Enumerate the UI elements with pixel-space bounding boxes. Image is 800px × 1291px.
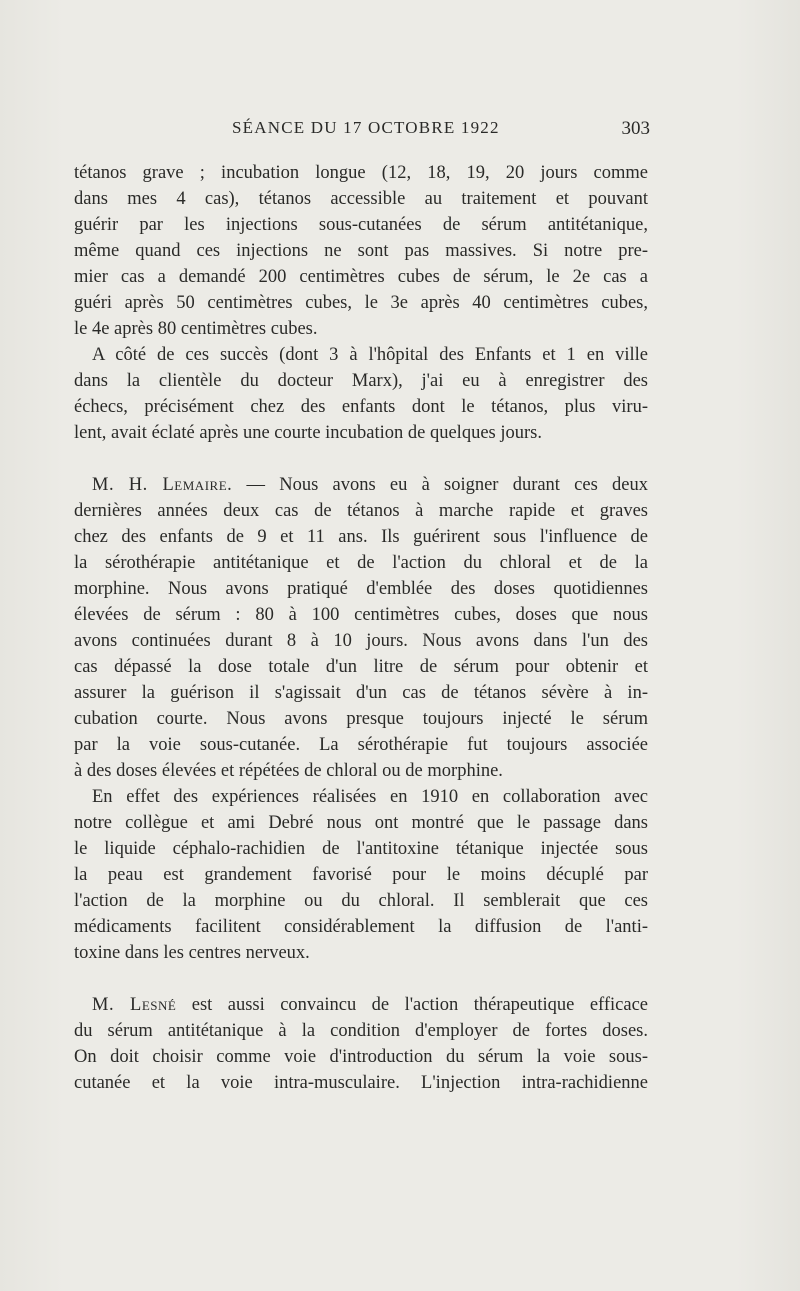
text-line: cutanée et la voie intra-musculaire. L'injection intra-rachidienne — [74, 1073, 648, 1093]
text-line: la sérothérapie antitétanique et de l'action du chloral et de la — [74, 553, 648, 573]
text-line: le 4e après 80 centimètres cubes. — [74, 319, 318, 339]
paragraph-gap — [74, 966, 648, 992]
paragraph — [74, 342, 648, 446]
text-line: chez des enfants de 9 et 11 ans. Ils guérirent sous l'influence de — [74, 527, 648, 547]
text-line: guéri après 50 centimètres cubes, le 3e après 40 centimètres cubes, — [74, 293, 648, 313]
page-number: 303 — [621, 118, 650, 139]
text-line: morphine. Nous avons pratiqué d'emblée des doses quotidiennes — [74, 579, 648, 599]
paragraph — [74, 472, 648, 784]
text-line: tétanos grave ; incubation longue (12, 18, 19, 20 jours comme — [74, 163, 648, 183]
running-head: SÉANCE DU 17 OCTOBRE 1922 — [232, 118, 500, 137]
text-line: mier cas a demandé 200 centimètres cubes de sérum, le 2e cas a — [74, 267, 648, 287]
text-line: le liquide céphalo-rachidien de l'antitoxine tétanique injectée sous — [74, 839, 648, 859]
text-line: toxine dans les centres nerveux. — [74, 943, 310, 963]
text-line: même quand ces injections ne sont pas massives. Si notre pre- — [74, 241, 648, 261]
text-run: — Nous avons eu à soigner durant ces deux — [232, 475, 648, 495]
text-line: guérir par les injections sous-cutanées de sérum antitétanique, — [74, 215, 648, 235]
text-line — [74, 992, 648, 1018]
speaker-name: M. H. Lemaire. — [92, 475, 233, 495]
text-line: A côté de ces succès (dont 3 à l'hôpital des Enfants et 1 en ville — [92, 345, 648, 365]
text-line — [74, 472, 648, 498]
text-line: notre collègue et ami Debré nous ont montré que le passage dans — [74, 813, 648, 833]
text-line: avons continuées durant 8 à 10 jours. Nous avons dans l'un des — [74, 631, 648, 651]
paragraph-gap — [74, 446, 648, 472]
page-header — [0, 118, 800, 148]
text-line: du sérum antitétanique à la condition d'employer de fortes doses. — [74, 1021, 648, 1041]
paragraph — [74, 992, 648, 1096]
text-line: échecs, précisément chez des enfants dont le tétanos, plus viru- — [74, 397, 648, 417]
text-line: assurer la guérison il s'agissait d'un cas de tétanos sévère à in- — [74, 683, 648, 703]
text-line: par la voie sous-cutanée. La sérothérapie fut toujours associée — [74, 735, 648, 755]
text-line: On doit choisir comme voie d'introduction du sérum la voie sous- — [74, 1047, 648, 1067]
text-line: élevées de sérum : 80 à 100 centimètres cubes, doses que nous — [74, 605, 648, 625]
text-run: est aussi convaincu de l'action thérapeutique efficace — [176, 995, 648, 1015]
text-line: dans mes 4 cas), tétanos accessible au traitement et pouvant — [74, 189, 648, 209]
body-text — [74, 160, 648, 1096]
text-line: dernières années deux cas de tétanos à marche rapide et graves — [74, 501, 648, 521]
text-line: médicaments facilitent considérablement la diffusion de l'anti- — [74, 917, 648, 937]
text-line: l'action de la morphine ou du chloral. Il semblerait que ces — [74, 891, 648, 911]
text-line: la peau est grandement favorisé pour le moins décuplé par — [74, 865, 648, 885]
speaker-name: M. Lesné — [92, 995, 177, 1015]
text-line: En effet des expériences réalisées en 1910 en collaboration avec — [92, 787, 648, 807]
paragraph — [74, 784, 648, 966]
text-line: cas dépassé la dose totale d'un litre de sérum pour obtenir et — [74, 657, 648, 677]
text-line: lent, avait éclaté après une courte incubation de quelques jours. — [74, 423, 542, 443]
text-line: à des doses élevées et répétées de chloral ou de morphine. — [74, 761, 503, 781]
text-line: dans la clientèle du docteur Marx), j'ai eu à enregistrer des — [74, 371, 648, 391]
text-line: cubation courte. Nous avons presque toujours injecté le sérum — [74, 709, 648, 729]
paragraph — [74, 160, 648, 342]
